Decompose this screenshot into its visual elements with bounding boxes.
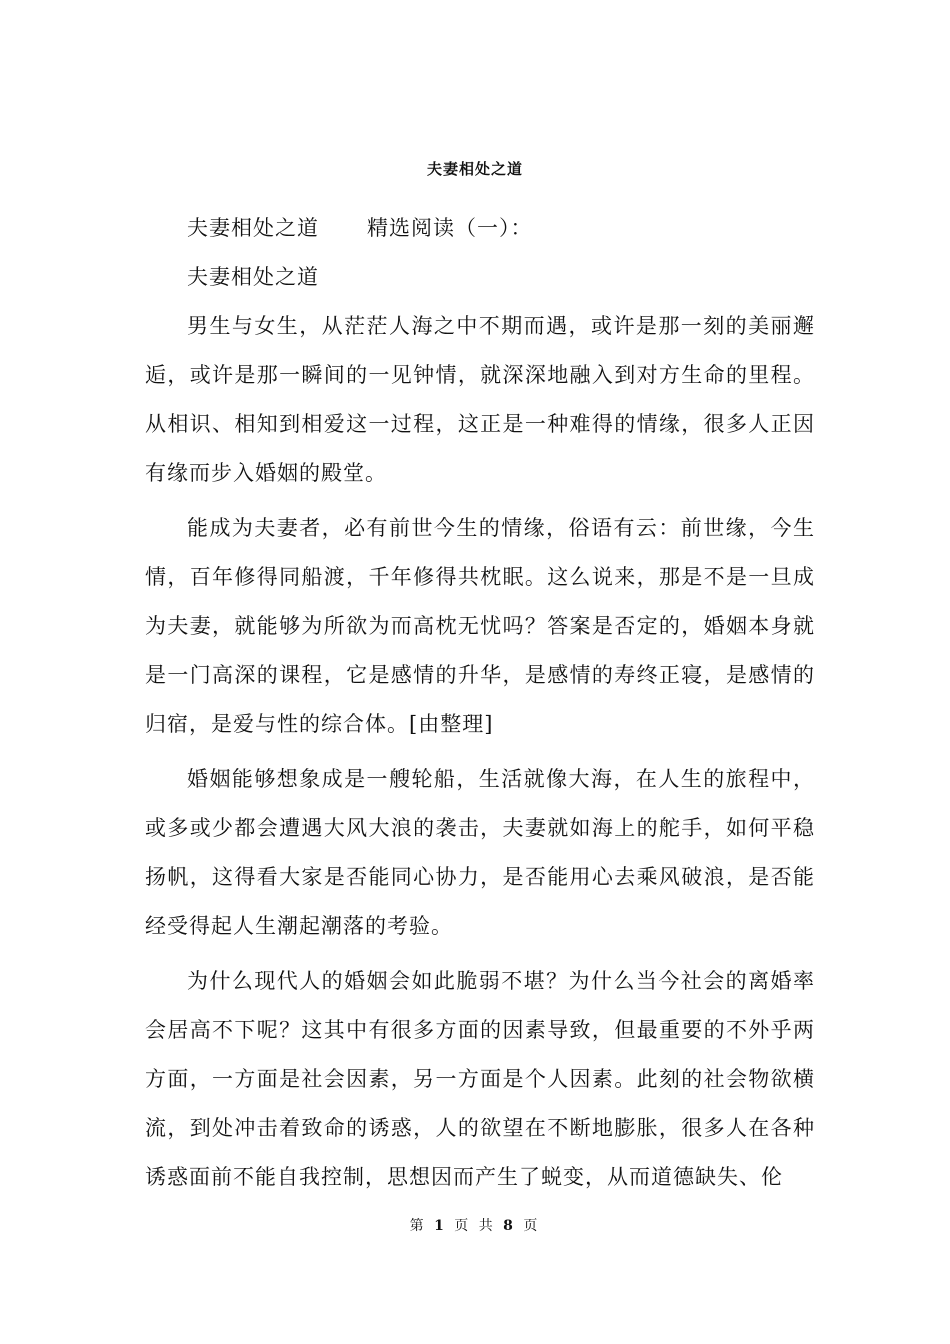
page-title: 夫妻相处之道: [426, 160, 523, 178]
paragraph-4: 为什么现代人的婚姻会如此脆弱不堪？为什么当今社会的离婚率会居高不下呢？这其中有很多方面的因素导致，但最重要的不外乎两方面，一方面是社会因素，另一方面是个人因素。此刻的社会物欲横流，到处冲击着致命的诱惑，人的欲望在不断地膨胀，很多人在各种诱惑面前不能自我控制，思想因而产生了蜕变，从而道德缺失、伦: [145, 969, 815, 1189]
subtitle-line: [145, 204, 815, 253]
footer-prefix: 第: [409, 1218, 427, 1234]
footer-middle: 页 共: [454, 1218, 496, 1234]
subtitle-right: 精选阅读（一）：: [367, 216, 533, 240]
section-heading: 夫妻相处之道: [187, 265, 319, 289]
footer-total-pages: 8: [503, 1218, 516, 1234]
subtitle-left: 夫妻相处之道: [187, 216, 319, 240]
footer-suffix: 页: [523, 1218, 541, 1234]
footer-page-number: 1: [434, 1218, 447, 1234]
document-body: [145, 204, 815, 1202]
paragraph-1: 男生与女生，从茫茫人海之中不期而遇，或许是那一刻的美丽邂逅，或许是那一瞬间的一见钟情，就深深地融入到对方生命的里程。从相识、相知到相爱这一过程，这正是一种难得的情缘，很多人正因有缘而步入婚姻的殿堂。: [145, 314, 815, 485]
paragraph-2: 能成为夫妻者，必有前世今生的情缘，俗语有云：前世缘，今生情，百年修得同船渡，千年修得共枕眠。这么说来，那是不是一旦成为夫妻，就能够为所欲为而高枕无忧吗？答案是否定的，婚姻本身就是一门高深的课程，它是感情的升华，是感情的寿终正寝，是感情的归宿，是爱与性的综合体。[由整理]: [145, 516, 815, 736]
page-footer: [0, 1215, 950, 1235]
paragraph-3: 婚姻能够想象成是一艘轮船，生活就像大海，在人生的旅程中，或多或少都会遭遇大风大浪的袭击，夫妻就如海上的舵手，如何平稳扬帆，这得看大家是否能同心协力，是否能用心去乘风破浪，是否能经受得起人生潮起潮落的考验。: [145, 767, 815, 938]
